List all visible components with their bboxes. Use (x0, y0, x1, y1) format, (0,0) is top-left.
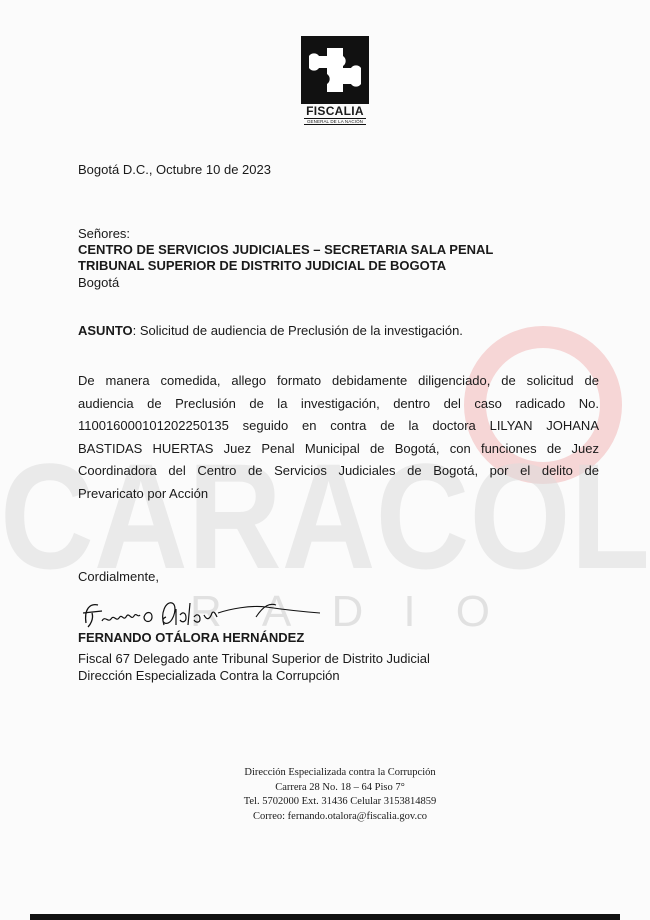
signer-name: FERNANDO OTÁLORA HERNÁNDEZ (78, 630, 305, 645)
footer-line-1: Dirección Especializada contra la Corrupción (244, 767, 436, 778)
handwritten-signature (80, 595, 330, 631)
footer-line-3: Tel. 5702000 Ext. 31436 Celular 3153814859 (243, 796, 437, 807)
body-line: BASTIDAS HUERTAS Juez Penal Municipal de Bogotá, con funciones de Juez (78, 440, 599, 456)
body-line: De manera comedida, allego formato debidamente diligenciado, de solicitud de (78, 373, 599, 388)
recipient-line-1: CENTRO DE SERVICIOS JUDICIALES – SECRETARIA SALA PENAL (78, 242, 494, 257)
puzzle-icon (301, 36, 369, 104)
signer-title: Fiscal 67 Delegado ante Tribunal Superior de Distrito Judicial (78, 651, 430, 666)
fiscalia-logo (301, 36, 369, 124)
body-line: audiencia de Preclusión de la investigación, dentro del caso radicado No. (78, 395, 599, 411)
salutation: Señores: (78, 226, 131, 241)
recipient-city: Bogotá (78, 275, 120, 290)
logo-subtitle: GENERAL DE LA NACIÓN (304, 118, 366, 125)
closing: Cordialmente, (78, 569, 159, 584)
watermark-brand: CARACOL (0, 432, 650, 600)
date-line: Bogotá D.C., Octubre 10 de 2023 (78, 162, 271, 177)
watermark-sub: RADIO (190, 587, 490, 636)
bottom-rule (30, 914, 620, 920)
footer-contact (200, 766, 480, 824)
body-line: Prevaricato por Acción (78, 485, 209, 501)
subject-line (78, 323, 463, 339)
footer-line-4: Correo: fernando.otalora@fiscalia.gov.co (252, 810, 427, 822)
subject-text: : Solicitud de audiencia de Preclusión de la investigación. (132, 323, 463, 338)
signer-office: Dirección Especializada Contra la Corrupción (78, 668, 340, 683)
body-paragraph (78, 370, 599, 506)
recipient-line-2: TRIBUNAL SUPERIOR DE DISTRITO JUDICIAL DE BOGOTA (78, 258, 447, 273)
body-line: Coordinadora del Centro de Servicios Judiciales de Bogotá, por el delito de (78, 463, 599, 479)
footer-line-2: Carrera 28 No. 18 – 64 Piso 7° (275, 781, 405, 793)
body-line: 110016000101202250135 seguido en contra de la doctora LILYAN JOHANA (78, 418, 599, 434)
subject-label: ASUNTO (78, 323, 133, 338)
logo-name: FISCALIA (306, 104, 364, 118)
